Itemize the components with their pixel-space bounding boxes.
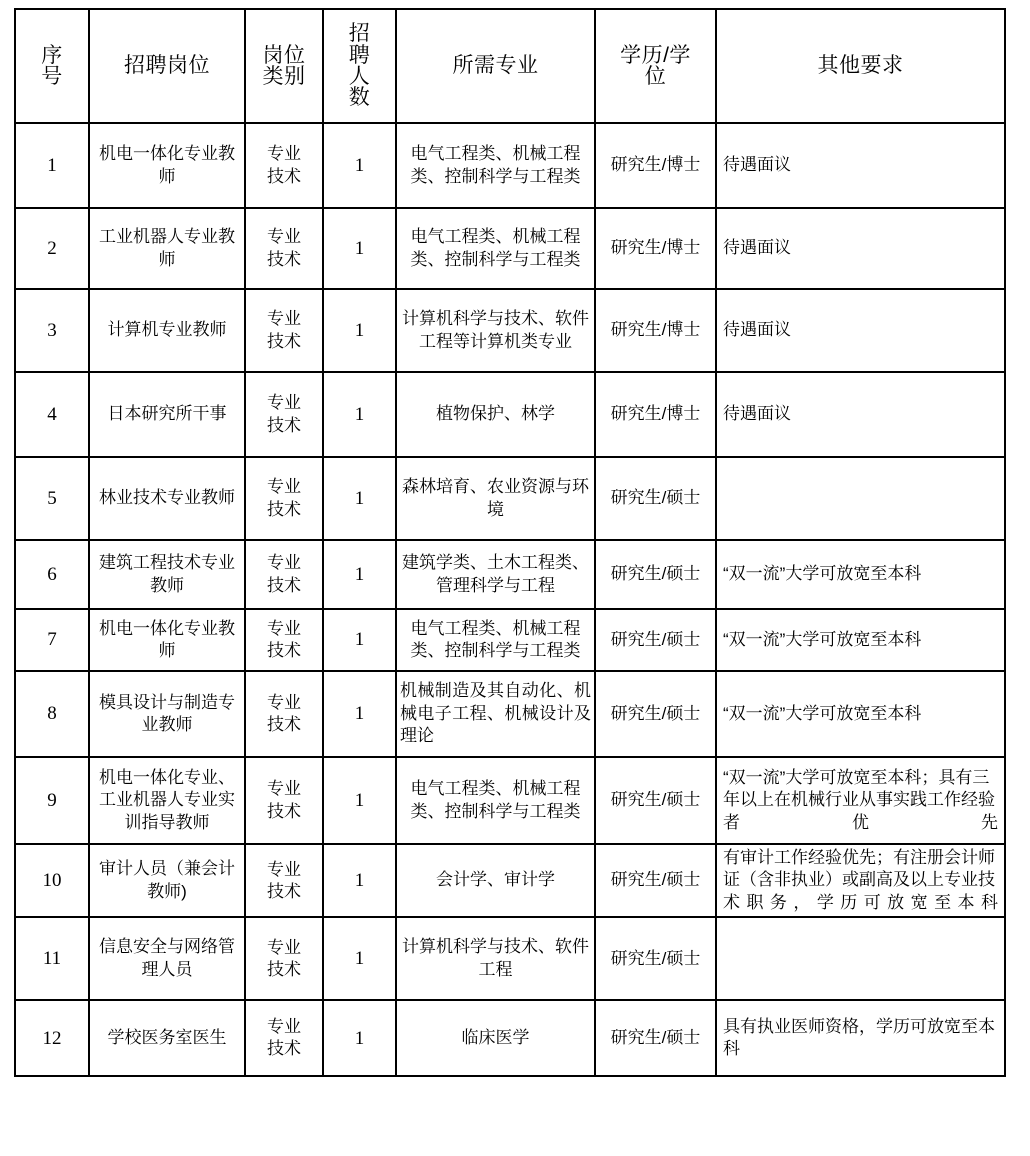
cell-category	[245, 757, 323, 844]
cell-headcount: 1	[323, 289, 396, 372]
cell-major: 计算机科学与技术、软件工程等计算机类专业	[396, 289, 595, 372]
cell-index: 8	[15, 671, 89, 757]
table-row	[15, 609, 1005, 671]
table-row	[15, 372, 1005, 457]
table-row	[15, 457, 1005, 540]
header-char: 位	[644, 65, 667, 88]
table-row	[15, 917, 1005, 1000]
cell-line: 专业	[267, 309, 301, 329]
cell-degree: 研究生/硕士	[595, 917, 716, 1000]
table-header-row	[15, 9, 1005, 123]
table-body	[15, 123, 1005, 1076]
column-header-headcount	[323, 9, 396, 123]
cell-category	[245, 917, 323, 1000]
recruitment-table	[14, 8, 1006, 1077]
cell-degree: 研究生/博士	[595, 208, 716, 289]
cell-other	[716, 917, 1005, 1000]
cell-line: 专业	[267, 859, 301, 879]
column-header-major: 所需专业	[396, 9, 595, 123]
cell-headcount: 1	[323, 917, 396, 1000]
table-row	[15, 671, 1005, 757]
cell-category	[245, 457, 323, 540]
table-row	[15, 1000, 1005, 1076]
cell-line: 专业	[267, 618, 301, 638]
header-char: 招	[348, 22, 371, 46]
cell-other: 有审计工作经验优先；有注册会计师证（含非执业）或副高及以上专业技术职务，学历可放宽至本科	[716, 844, 1005, 917]
cell-line: 专业	[267, 1017, 301, 1037]
cell-headcount: 1	[323, 123, 396, 208]
cell-headcount: 1	[323, 208, 396, 289]
cell-line: 技术	[267, 801, 301, 821]
cell-category	[245, 372, 323, 457]
cell-degree: 研究生/硕士	[595, 1000, 716, 1076]
cell-other: “双一流”大学可放宽至本科	[716, 540, 1005, 609]
table-row	[15, 208, 1005, 289]
cell-other	[716, 457, 1005, 540]
cell-major: 植物保护、林学	[396, 372, 595, 457]
cell-line: 专业	[267, 692, 301, 712]
cell-position: 工业机器人专业教师	[89, 208, 245, 289]
recruitment-table-container	[14, 8, 1004, 1077]
cell-major: 计算机科学与技术、软件工程	[396, 917, 595, 1000]
cell-index: 7	[15, 609, 89, 671]
cell-category	[245, 671, 323, 757]
cell-major: 电气工程类、机械工程类、控制科学与工程类	[396, 609, 595, 671]
cell-position: 机电一体化专业教师	[89, 609, 245, 671]
cell-major: 森林培育、农业资源与环境	[396, 457, 595, 540]
cell-category	[245, 208, 323, 289]
cell-index: 10	[15, 844, 89, 917]
cell-position: 模具设计与制造专业教师	[89, 671, 245, 757]
cell-headcount: 1	[323, 844, 396, 917]
column-header-degree	[595, 9, 716, 123]
header-char: 岗位	[262, 43, 306, 67]
cell-major: 会计学、审计学	[396, 844, 595, 917]
cell-major: 临床医学	[396, 1000, 595, 1076]
table-row	[15, 123, 1005, 208]
cell-line: 技术	[267, 1039, 301, 1059]
cell-line: 技术	[267, 249, 301, 269]
cell-line: 专业	[267, 227, 301, 247]
header-char: 学历/学	[620, 43, 691, 67]
cell-line: 专业	[267, 393, 301, 413]
cell-headcount: 1	[323, 757, 396, 844]
column-header-category	[245, 9, 323, 123]
cell-line: 专业	[267, 779, 301, 799]
header-char: 聘	[348, 43, 371, 67]
cell-index: 9	[15, 757, 89, 844]
cell-position: 机电一体化专业教师	[89, 123, 245, 208]
cell-index: 12	[15, 1000, 89, 1076]
cell-other: “双一流”大学可放宽至本科；具有三年以上在机械行业从事实践工作经验者优先	[716, 757, 1005, 844]
cell-category	[245, 123, 323, 208]
table-row	[15, 540, 1005, 609]
cell-degree: 研究生/硕士	[595, 757, 716, 844]
cell-degree: 研究生/博士	[595, 123, 716, 208]
cell-position: 建筑工程技术专业教师	[89, 540, 245, 609]
cell-degree: 研究生/硕士	[595, 671, 716, 757]
cell-major: 电气工程类、机械工程类、控制科学与工程类	[396, 208, 595, 289]
cell-other: 待遇面议	[716, 289, 1005, 372]
column-header-position: 招聘岗位	[89, 9, 245, 123]
cell-major: 建筑学类、土木工程类、管理科学与工程	[396, 540, 595, 609]
cell-line: 技术	[267, 881, 301, 901]
header-char: 数	[348, 86, 371, 110]
cell-other: “双一流”大学可放宽至本科	[716, 671, 1005, 757]
cell-degree: 研究生/硕士	[595, 844, 716, 917]
cell-line: 技术	[267, 575, 301, 595]
cell-line: 技术	[267, 166, 301, 186]
cell-category	[245, 540, 323, 609]
cell-degree: 研究生/硕士	[595, 609, 716, 671]
header-char: 人	[348, 65, 371, 88]
table-row	[15, 844, 1005, 917]
cell-headcount: 1	[323, 1000, 396, 1076]
cell-headcount: 1	[323, 540, 396, 609]
cell-index: 11	[15, 917, 89, 1000]
cell-line: 专业	[267, 937, 301, 957]
table-header	[15, 9, 1005, 123]
cell-degree: 研究生/硕士	[595, 457, 716, 540]
cell-line: 技术	[267, 499, 301, 519]
cell-line: 技术	[267, 959, 301, 979]
cell-position: 信息安全与网络管理人员	[89, 917, 245, 1000]
cell-position: 日本研究所干事	[89, 372, 245, 457]
cell-index: 1	[15, 123, 89, 208]
cell-category	[245, 609, 323, 671]
cell-line: 技术	[267, 331, 301, 351]
cell-other: 待遇面议	[716, 372, 1005, 457]
cell-line: 专业	[267, 144, 301, 164]
cell-major: 电气工程类、机械工程类、控制科学与工程类	[396, 757, 595, 844]
cell-line: 专业	[267, 477, 301, 497]
cell-line: 技术	[267, 715, 301, 734]
cell-position: 学校医务室医生	[89, 1000, 245, 1076]
cell-other: 具有执业医师资格，学历可放宽至本科	[716, 1000, 1005, 1076]
cell-index: 5	[15, 457, 89, 540]
cell-index: 6	[15, 540, 89, 609]
cell-index: 4	[15, 372, 89, 457]
cell-headcount: 1	[323, 609, 396, 671]
column-header-other: 其他要求	[716, 9, 1005, 123]
cell-line: 技术	[267, 415, 301, 435]
cell-headcount: 1	[323, 372, 396, 457]
cell-other: 待遇面议	[716, 123, 1005, 208]
cell-major: 机械制造及其自动化、机械电子工程、机械设计及理论	[396, 671, 595, 757]
cell-headcount: 1	[323, 457, 396, 540]
cell-position: 机电一体化专业、工业机器人专业实训指导教师	[89, 757, 245, 844]
cell-position: 计算机专业教师	[89, 289, 245, 372]
table-row	[15, 757, 1005, 844]
cell-line: 专业	[267, 553, 301, 573]
cell-line: 技术	[267, 641, 301, 660]
cell-degree: 研究生/博士	[595, 289, 716, 372]
cell-index: 2	[15, 208, 89, 289]
header-char: 序	[41, 43, 63, 67]
cell-position: 审计人员（兼会计教师)	[89, 844, 245, 917]
column-header-index	[15, 9, 89, 123]
cell-other: 待遇面议	[716, 208, 1005, 289]
table-row	[15, 289, 1005, 372]
cell-degree: 研究生/硕士	[595, 540, 716, 609]
cell-major: 电气工程类、机械工程类、控制科学与工程类	[396, 123, 595, 208]
cell-other: “双一流”大学可放宽至本科	[716, 609, 1005, 671]
cell-category	[245, 289, 323, 372]
cell-category	[245, 1000, 323, 1076]
cell-category	[245, 844, 323, 917]
header-char: 号	[41, 65, 63, 88]
cell-headcount: 1	[323, 671, 396, 757]
cell-index: 3	[15, 289, 89, 372]
header-char: 类别	[262, 65, 306, 88]
cell-degree: 研究生/博士	[595, 372, 716, 457]
cell-position: 林业技术专业教师	[89, 457, 245, 540]
